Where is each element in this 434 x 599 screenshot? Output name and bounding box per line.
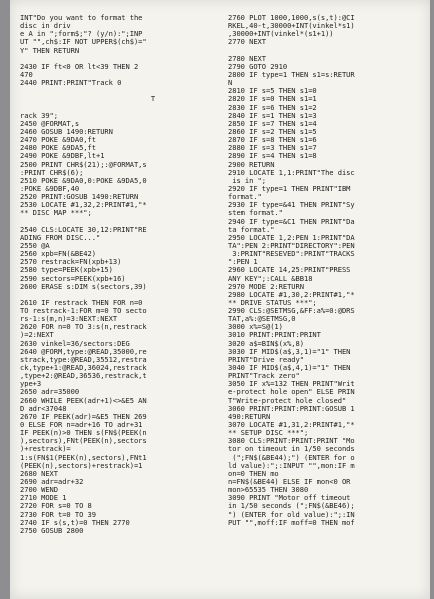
right-code-line: PUT "",moff:IF moff=0 THEN mof — [228, 517, 355, 527]
right-code-line: N — [228, 78, 233, 88]
right-code-line: 2790 GOTO 2910 — [228, 61, 288, 71]
left-code-line: 2520 PRINT:GOSUB 1490:RETURN — [20, 192, 139, 202]
left-code-line: 2740 IF s(s,t)=0 THEN 2770 — [20, 517, 130, 527]
left-code-line: IF PEEK(n)>0 THEN s(FN$(PEEK(n — [20, 428, 147, 438]
left-code-line: 2650 adr=35000 — [20, 387, 80, 397]
left-code-line: )=2:NEXT — [20, 330, 54, 340]
right-code-line: 490:RETURN — [228, 411, 271, 421]
left-code-line: ** DISC MAP ***"; — [20, 208, 92, 218]
right-code-line: ") (ENTER for old value):";:IN — [228, 509, 355, 519]
right-code-line: RKEL,40-t,30000+INT(vinkel*s1) — [228, 21, 355, 31]
right-code-line: is in "; — [228, 175, 266, 185]
right-code-line: ** DRIVE STATUS ***"; — [228, 297, 317, 307]
left-code-line: 2510 POKE &9DA0,0:POKE &9DA5,0 — [20, 175, 147, 185]
right-code-line: 2890 IF s=4 THEN s1=8 — [228, 151, 317, 161]
left-code-line: 2670 IF PEEK(adr)=&E5 THEN 269 — [20, 411, 147, 421]
left-code-line: 470 — [20, 69, 33, 79]
left-code-line: rs-1:s(m,n)=3:NEXT:NEXT — [20, 314, 118, 324]
left-code-line: ),sectors),FNt(PEEK(n),sectors — [20, 436, 147, 446]
left-code-line: 2590 sectors=PEEK(xpb+16) — [20, 273, 126, 283]
left-code-line: 2660 WHILE PEEK(adr+1)<>&E5 AN — [20, 395, 147, 405]
left-code-line: TO restrack-1:FOR m=0 TO secto — [20, 306, 147, 316]
right-code-line: 2840 IF s=1 THEN s1=3 — [228, 110, 317, 120]
right-code-line: 2940 IF type=&C1 THEN PRINT"Da — [228, 216, 355, 226]
right-code-line: 2860 IF s=2 THEN s1=5 — [228, 126, 317, 136]
left-code-line: D adr<37048 — [20, 403, 67, 413]
left-code-line: 2630 vinkel=36/sectors:DEG — [20, 338, 130, 348]
left-code-line: 2530 LOCATE #1,32,2:PRINT#1,"* — [20, 200, 147, 210]
right-code-line: 3060 PRINT:PRINT:PRINT:GOSUB 1 — [228, 403, 355, 413]
right-code-line: ":PEN 1 — [228, 257, 258, 267]
right-code-line: n=FN$(&BE44) ELSE IF mon<0 OR — [228, 477, 351, 487]
right-code-column — [228, 14, 426, 527]
right-code-line: 2920 IF type=1 THEN PRINT"IBM — [228, 183, 351, 193]
left-code-line: UT "",ch$:IF NOT UPPER$(ch$)=" — [20, 37, 147, 47]
right-code-line: PRINT"Drive ready" — [228, 354, 304, 364]
right-code-line: in 1/50 seconds (";FN$(&BE46); — [228, 501, 355, 511]
left-code-column — [20, 14, 218, 535]
left-code-line: 2470 POKE &9DA0,ft — [20, 135, 96, 145]
right-code-line: 2820 IF s=0 THEN s1=1 — [228, 94, 317, 104]
left-code-line: (PEEK(n),sectors)+restrack)=1 — [20, 460, 143, 470]
listing-page — [10, 0, 430, 599]
right-code-line: mon>65535 THEN 3080 — [228, 485, 309, 495]
right-code-line: 2800 IF type=1 THEN s1=s:RETUR — [228, 69, 355, 79]
left-code-line: 2620 FOR n=0 TO 3:s(n,restrack — [20, 322, 147, 332]
right-code-line: tor on timeout in 1/50 seconds — [228, 444, 355, 454]
left-code-line: ,type+2:@READ,36536,restrack,t — [20, 371, 147, 381]
left-code-line: 2750 GOSUB 2800 — [20, 525, 84, 535]
right-code-line: T"Write-protect hole closed" — [228, 395, 347, 405]
right-code-line: 2910 LOCATE 1,1:PRINT"The disc — [228, 167, 355, 177]
left-code-line: rack 39"; — [20, 110, 58, 120]
right-code-line: 3040 IF MID$(a$,4,1)="1" THEN — [228, 363, 351, 373]
left-code-line: 2710 MODE 1 — [20, 493, 67, 503]
left-code-line: T — [20, 94, 156, 104]
left-code-line: 2480 POKE &9DA5,ft — [20, 143, 96, 153]
right-code-line: 2810 IF s=5 THEN s1=0 — [228, 86, 317, 96]
left-code-line: 1:s(FN$1(PEEK(n),sectors),FNt1 — [20, 452, 147, 462]
right-code-line: e-protect hole open" ELSE PRIN — [228, 387, 355, 397]
left-code-line: e A in ";form$;"? (y/n):";INP — [20, 29, 143, 39]
left-code-line: disc in driv — [20, 21, 71, 31]
right-code-line: 2760 PLOT 1000,1000,s(s,t):@CI — [228, 13, 355, 22]
right-code-line: 3080 CLS:PRINT:PRINT:PRINT "Mo — [228, 436, 355, 446]
right-code-line: 2900 RETURN — [228, 159, 275, 169]
left-code-line: :PRINT CHR$(6); — [20, 167, 84, 177]
left-code-line: 2580 type=PEEK(xpb+15) — [20, 265, 113, 275]
right-code-line: ta format." — [228, 224, 275, 234]
right-code-line: 2950 LOCATE 1,2:PEN 1:PRINT"DA — [228, 232, 355, 242]
right-code-line: format." — [228, 192, 262, 202]
right-code-line: 2770 NEXT — [228, 37, 266, 47]
right-code-line: 3010 PRINT:PRINT:PRINT — [228, 330, 321, 340]
left-code-line: ype+3 — [20, 379, 42, 389]
right-code-line: 3030 IF MID$(a$,3,1)="1" THEN — [228, 346, 351, 356]
right-code-line: 2830 IF s=6 THEN s1=2 — [228, 102, 317, 112]
left-code-line: 2640 @FORM,type:@READ,35000,re — [20, 346, 147, 356]
right-code-line: PRINT"Track zero" — [228, 371, 300, 381]
left-code-line: 2690 adr=adr+32 — [20, 477, 84, 487]
right-code-line: 3:PRINT"RESEVED":PRINT"TRACKS — [228, 249, 355, 259]
left-code-line: 2680 NEXT — [20, 468, 58, 478]
left-code-line: 2730 FOR t=0 TO 39 — [20, 509, 96, 519]
right-code-line: 2850 IF s=7 THEN s1=4 — [228, 118, 317, 128]
right-code-line: ld value):";:INPUT "",mon:IF m — [228, 460, 355, 470]
left-code-line: 2610 IF restrack THEN FOR n=0 — [20, 297, 143, 307]
right-code-line: (";FN$(&BE44);") (ENTER for o — [228, 452, 355, 462]
right-code-line: ** SETUP DISC ***"; — [228, 428, 309, 438]
right-code-line: 3070 LOCATE #1,31,2:PRINT#1,"* — [228, 420, 355, 430]
right-code-line: on=0 THEN mo — [228, 468, 279, 478]
right-code-line: 2880 IF s=3 THEN s1=7 — [228, 143, 317, 153]
left-code-line: ck,type+1:@READ,36024,restrack — [20, 363, 147, 373]
left-code-line: 0 ELSE FOR n=adr+16 TO adr+31 — [20, 420, 143, 430]
right-code-line: 2870 IF s=8 THEN s1=6 — [228, 135, 317, 145]
right-code-line: 3050 IF x%=132 THEN PRINT"Writ — [228, 379, 355, 389]
left-code-line: ADING FROM DISC..." — [20, 232, 101, 242]
left-code-line: 2460 GOSUB 1490:RETURN — [20, 126, 113, 136]
left-code-line: 2600 ERASE s:DIM s(sectors,39) — [20, 281, 147, 291]
right-code-line: stem format." — [228, 208, 283, 218]
right-code-line: 2780 NEXT — [228, 53, 266, 63]
left-code-line: 2570 restrack=FN(xpb+13) — [20, 257, 122, 267]
right-code-line: TAT,a%:@SETMSG,0 — [228, 314, 296, 324]
left-code-line: 2430 IF ft<0 OR lt<39 THEN 2 — [20, 61, 139, 71]
right-code-line: ANY KEY";:CALL &BB18 — [228, 273, 313, 283]
right-code-line: 3020 a$=BIN$(x%,8) — [228, 338, 304, 348]
right-code-line: 2930 IF type=&41 THEN PRINT"Sy — [228, 200, 355, 210]
left-code-line: strack,type:@READ,35512,restra — [20, 354, 147, 364]
left-code-line: 2550 @A — [20, 240, 50, 250]
left-code-line: :POKE &9DBF,40 — [20, 183, 80, 193]
right-code-line: TA":PEN 2:PRINT"DIRECTORY":PEN — [228, 240, 355, 250]
left-code-line: INT"Do you want to format the — [20, 13, 143, 22]
left-code-line: 2560 xpb=FN(&BE42) — [20, 249, 96, 259]
left-code-line: 2700 WEND — [20, 485, 58, 495]
right-code-line: ,30000+INT(vinkel*(s1+1)) — [228, 29, 334, 39]
right-code-line: 2970 MODE 2:RETURN — [228, 281, 304, 291]
left-code-line: 2540 CLS:LOCATE 30,12:PRINT"RE — [20, 224, 147, 234]
right-code-line: 2960 LOCATE 14,25:PRINT"PRESS — [228, 265, 351, 275]
left-code-line: 2500 PRINT CHR$(21);:@FORMAT,s — [20, 159, 147, 169]
left-code-line: 2450 @FORMAT,s — [20, 118, 80, 128]
left-code-line: Y" THEN RETURN — [20, 45, 80, 55]
right-code-line: 2990 CLS:@SETMSG,&FF:a%=0:@DRS — [228, 306, 355, 316]
left-code-line: 2440 PRINT:PRINT"Track 0 — [20, 78, 122, 88]
left-code-line: 2490 POKE &9DBF,lt+1 — [20, 151, 105, 161]
right-code-line: 3000 x%=S@(1) — [228, 322, 283, 332]
right-code-line: 3090 PRINT "Motor off timeout — [228, 493, 351, 503]
left-code-line: )+restrack)= — [20, 444, 71, 454]
right-code-line: 2980 LOCATE #1,30,2:PRINT#1,"* — [228, 289, 355, 299]
left-code-line: 2720 FOR s=0 TO 8 — [20, 501, 92, 511]
